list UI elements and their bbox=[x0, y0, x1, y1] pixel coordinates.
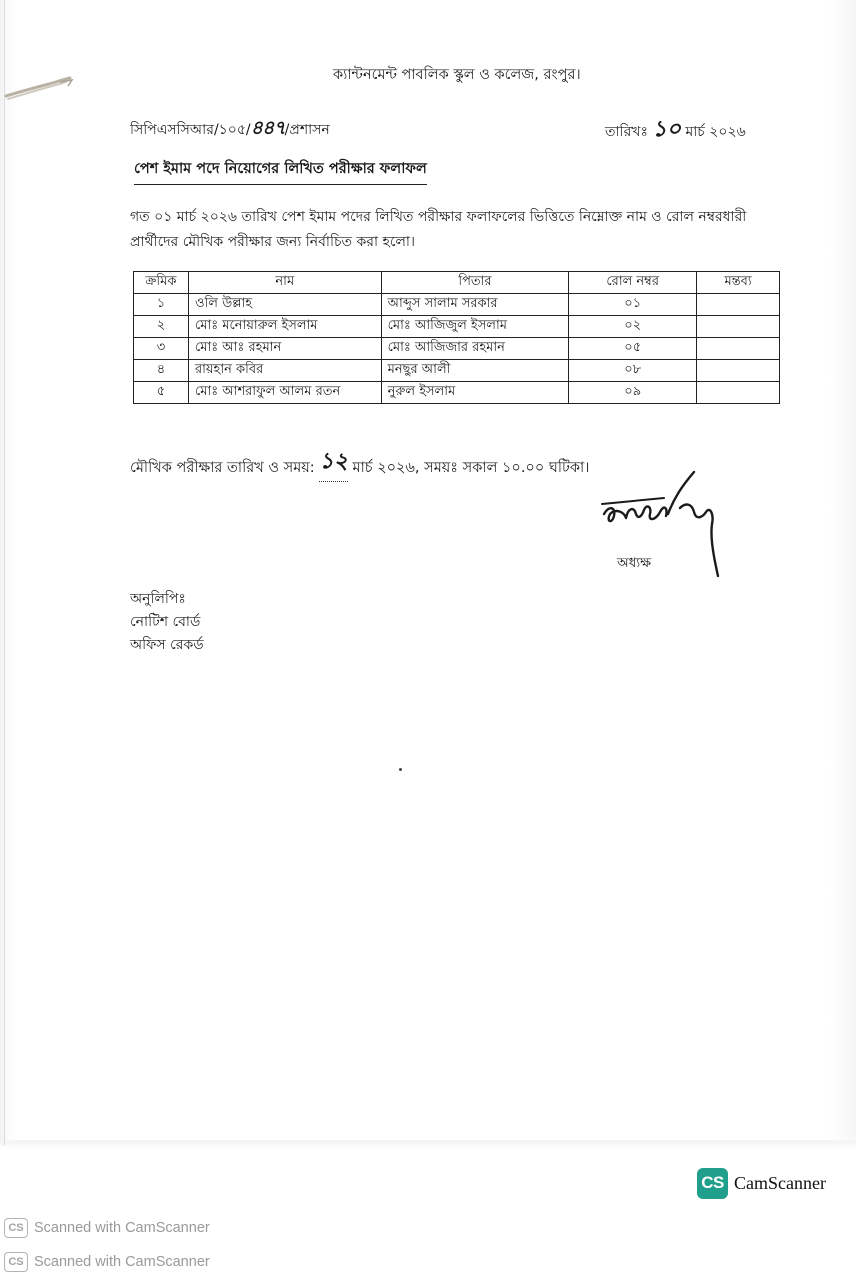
table-row bbox=[134, 382, 780, 404]
issue-date bbox=[605, 112, 746, 149]
cell-remark bbox=[697, 338, 780, 360]
table-row bbox=[134, 316, 780, 338]
cell-remark bbox=[697, 382, 780, 404]
viva-schedule bbox=[130, 448, 589, 486]
header-serial: ক্রমিক bbox=[134, 272, 189, 294]
page-left-edge bbox=[4, 0, 5, 1145]
cell-serial: ৪ bbox=[134, 360, 189, 382]
copy-to-block bbox=[130, 588, 204, 657]
cell-name: ওলি উল্লাহ bbox=[188, 294, 381, 316]
copy-to-label: অনুলিপিঃ bbox=[130, 591, 186, 607]
date-month-year: মার্চ ২০২৬ bbox=[685, 124, 746, 140]
viva-date-time: মার্চ ২০২৬, সময়ঃ সকাল ১০.০০ ঘটিকা। bbox=[352, 460, 590, 476]
copy-to-item: নোটিশ বোর্ড bbox=[130, 614, 201, 630]
header-father: পিতার bbox=[381, 272, 569, 294]
page-edge-shadow bbox=[0, 1140, 856, 1150]
header-remark: মন্তব্য bbox=[697, 272, 780, 294]
cell-serial: ২ bbox=[134, 316, 189, 338]
cell-father: আব্দুস সালাম সরকার bbox=[381, 294, 569, 316]
viva-day-handwritten: ১২ bbox=[319, 444, 348, 482]
cell-father: মোঃ আজিজুল ইসলাম bbox=[381, 316, 569, 338]
date-day-handwritten: ১০ bbox=[652, 117, 681, 142]
cell-father: মোঃ আজিজার রহমান bbox=[381, 338, 569, 360]
cell-roll: ০২ bbox=[569, 316, 697, 338]
memo-prefix: সিপিএসসিআর/১০৫/ bbox=[130, 122, 251, 138]
cell-name: মোঃ আশরাফুল আলম রতন bbox=[188, 382, 381, 404]
cell-remark bbox=[697, 316, 780, 338]
ink-speck bbox=[399, 768, 402, 771]
scan-watermark bbox=[4, 1218, 210, 1238]
memo-suffix: /প্রশাসন bbox=[284, 122, 330, 138]
cell-serial: ৫ bbox=[134, 382, 189, 404]
camscanner-brand-name: CamScanner bbox=[734, 1172, 826, 1193]
table-row bbox=[134, 338, 780, 360]
cell-serial: ৩ bbox=[134, 338, 189, 360]
table-header-row bbox=[134, 272, 780, 294]
notice-body: গত ০১ মার্চ ২০২৬ তারিখ পেশ ইমাম পদের লিখিত পরীক্ষার ফলাফলের ভিত্তিতে নিম্নোক্ত নাম ও রোল নম্বরধারী প্রার্থীদের মৌখিক পরীক্ষার জন্য নির্বাচিত করা হলো। bbox=[130, 209, 747, 250]
cell-name: মোঃ আঃ রহমান bbox=[188, 338, 381, 360]
copy-to-item: অফিস রেকর্ড bbox=[130, 637, 204, 653]
cell-serial: ১ bbox=[134, 294, 189, 316]
camscanner-brand bbox=[697, 1167, 826, 1199]
results-table bbox=[133, 271, 780, 404]
cell-father: নুরুল ইসলাম bbox=[381, 382, 569, 404]
date-label: তারিখঃ bbox=[605, 124, 648, 140]
camscanner-logo-icon: CS bbox=[697, 1168, 728, 1199]
cell-remark bbox=[697, 294, 780, 316]
header-name: নাম bbox=[188, 272, 381, 294]
school-name: ক্যান্টনমেন্ট পাবলিক স্কুল ও কলেজ, রংপুর। bbox=[333, 67, 581, 83]
pencil-mark-icon bbox=[4, 74, 74, 104]
table-row bbox=[134, 360, 780, 382]
cell-roll: ০৯ bbox=[569, 382, 697, 404]
header-roll: রোল নম্বর bbox=[569, 272, 697, 294]
cell-roll: ০১ bbox=[569, 294, 697, 316]
notice-subject: পেশ ইমাম পদে নিয়োগের লিখিত পরীক্ষার ফলাফল bbox=[134, 158, 427, 185]
cell-remark bbox=[697, 360, 780, 382]
scan-watermark bbox=[4, 1252, 210, 1272]
cell-name: মোঃ মনোয়ারুল ইসলাম bbox=[188, 316, 381, 338]
camscanner-logo-icon: CS bbox=[4, 1218, 28, 1238]
scan-watermark-text: Scanned with CamScanner bbox=[34, 1254, 210, 1270]
memo-number-handwritten: ৪৪৭ bbox=[250, 117, 285, 139]
cell-father: মনছুর আলী bbox=[381, 360, 569, 382]
table-row bbox=[134, 294, 780, 316]
signatory-title: অধ্যক্ষ bbox=[617, 555, 652, 571]
cell-name: রায়হান কবির bbox=[188, 360, 381, 382]
scan-watermark-text: Scanned with CamScanner bbox=[34, 1220, 210, 1236]
viva-label: মৌখিক পরীক্ষার তারিখ ও সময়: bbox=[130, 460, 315, 476]
cell-roll: ০৫ bbox=[569, 338, 697, 360]
cell-roll: ০৮ bbox=[569, 360, 697, 382]
memo-reference bbox=[130, 114, 330, 146]
camscanner-logo-icon: CS bbox=[4, 1252, 28, 1272]
